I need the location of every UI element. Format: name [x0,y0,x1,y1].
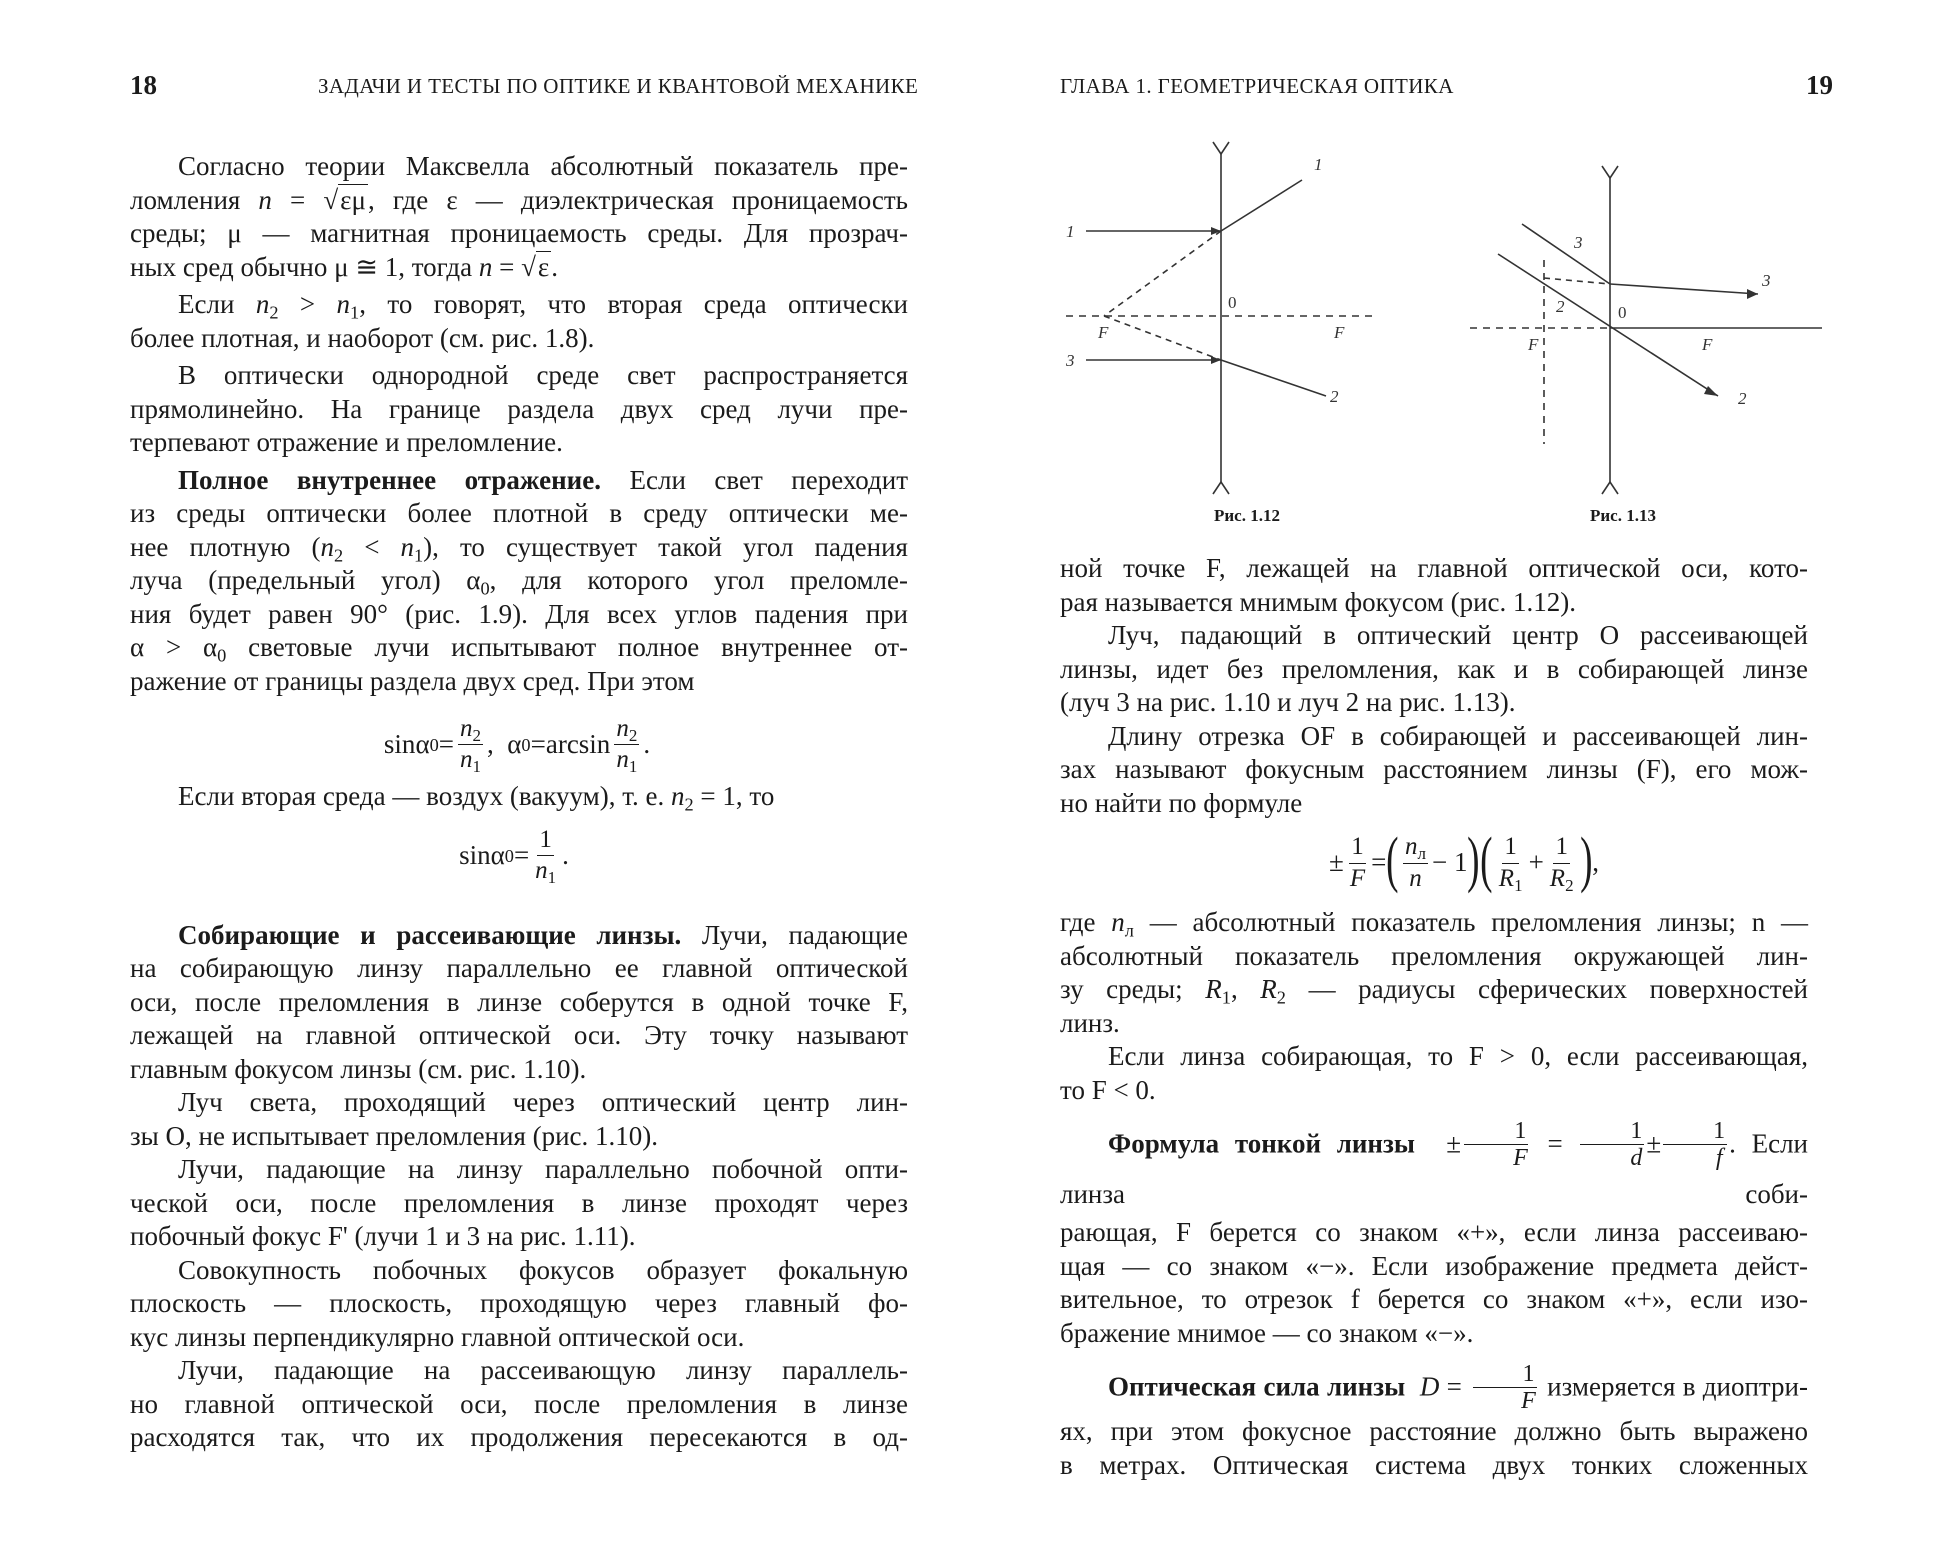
section-heading: Формула тонкой линзы [1108,1128,1415,1159]
right-text-column [1060,552,1808,1482]
paragraph: плоскость — плоскость, проходящую через главный фо- [130,1288,908,1318]
paragraph: Собирающие и рассеивающие линзы. Лучи, падающие [178,919,908,950]
lens-bottom-mark [1602,482,1618,494]
paragraph: Если $n_2 > n_1$, то говорят, что вторая среда оптически [178,289,909,323]
paragraph: Луч света, проходящий через оптический центр лин- [178,1087,908,1117]
paragraph: но найти по формуле [1060,787,1303,818]
paragraph: линзы, идет без преломления, как и в собирающей линзе [1060,653,1808,684]
paragraph: но главной оптической оси, после преломления в линзе [130,1388,908,1419]
paragraph: зы O, не испытывает преломления (рис. 1.10). [130,1120,659,1151]
paragraph: рающая, F берется со знаком «+», если линза рассеиваю- [1060,1217,1808,1247]
figure-caption-1-12: Рис. 1.12 [1214,506,1280,525]
lens-top-mark [1213,142,1229,154]
figure-1-12 [1056,140,1452,496]
paragraph: прямолинейно. На границе раздела двух сред лучи пре- [130,393,908,424]
paragraph: терпевают отражение и преломление. [130,427,563,457]
paragraph: Лучи, падающие на рассеивающую линзу параллель- [178,1355,908,1385]
paragraph: Если вторая среда — воздух (вакуум), т. е. $n_2 = 1$, то [178,780,775,814]
ray-label: 1 [1314,155,1323,174]
paragraph: лежащей на главной оптической оси. Эту точку называют [130,1020,908,1050]
ray-label: 1 [1066,222,1075,241]
paragraph: абсолютный показатель преломления окружающей лин- [1060,940,1808,971]
paragraph: расходятся так, что их продолжения пересекаются в од- [130,1422,908,1452]
ray-3-refracted [1610,284,1758,294]
paragraph: $\alpha > \alpha_0$ световые лучи испытывают полное внутреннее от- [130,632,908,666]
arrow-head [1747,289,1758,299]
section-heading: Оптическая сила линзы [1108,1371,1406,1402]
page-number: 19 [1806,70,1833,100]
formula-lensmaker: ± $\frac{1}{F}$ = ( $\frac{n_л}{n}$ − 1 ) ( $\frac{1}{R_1}$ + $\frac{1}{R_2}$ ) , [1329,826,1599,895]
ray-label: 3 [1574,233,1583,252]
paragraph: луча (предельный угол) $\alpha_0$, для которого угол преломле- [130,565,908,599]
paragraph: нее плотную $(n_2 < n_1)$, то существует такой угол падения [130,531,908,565]
ray-label: 3 [1066,351,1075,370]
paragraph: зах называют фокусным расстоянием линзы (F), его мож- [1060,754,1808,784]
paragraph: рая называется мнимым фокусом (рис. 1.12). [1060,586,1577,617]
right-page [972,0,1944,1560]
paragraph: Лучи, падающие на линзу параллельно побочной опти- [178,1154,908,1184]
paragraph: среды; μ — магнитная проницаемость среды. Для прозрач- [130,218,908,248]
ray-2-through-center [1498,254,1718,396]
paragraph: ломления n = √εμ, где ε — диэлектрическая проницаемость [130,184,908,215]
paragraph: на собирающую линзу параллельно ее главной оптической [130,953,908,983]
paragraph: Совокупность побочных фокусов образует фокальную [178,1254,908,1285]
paragraph: более плотная, и наоборот (см. рис. 1.8). [130,322,595,353]
paragraph: главным фокусом линзы (см. рис. 1.10). [130,1053,587,1084]
paragraph: кус линзы перпендикулярно главной оптической оси. [130,1321,745,1352]
paragraph: Если линза собирающая, то F > 0, если рассеивающая, [1108,1041,1808,1071]
paragraph: В оптически однородной среде свет распространяется [178,360,908,390]
paragraph: Длину отрезка OF в собирающей и рассеивающей лин- [1108,720,1808,751]
paragraph: ческой оси, после преломления в линзе проходят через [130,1187,908,1218]
ray-1-extension [1104,231,1221,316]
formula-critical-angle-air: sin α 0 = $\frac{1}{n_1}$ . [459,826,569,888]
ray-3-extension [1544,278,1610,284]
ray-3-incident [1522,224,1610,284]
paragraph: щая — со знаком «−». Если изображение предмета дейст- [1060,1250,1808,1281]
focus-label: F [1334,323,1345,342]
paragraph: побочный фокус F' (лучи 1 и 3 на рис. 1.11). [130,1221,636,1251]
center-label: 0 [1228,293,1237,312]
paragraph: Луч, падающий в оптический центр O рассеивающей [1108,620,1808,650]
paragraph: ях, при этом фокусное расстояние должно быть выражено [1060,1416,1808,1446]
paragraph: где $n_л$ — абсолютный показатель преломления линзы; n — [1060,907,1809,941]
arrow-head [1211,356,1221,364]
paragraph: Согласно теории Максвелла абсолютный показатель пре- [178,151,908,181]
paragraph: ных сред обычно μ ≅ 1, тогда n = √ε. [130,251,558,282]
lens-bottom-mark [1213,482,1229,494]
paragraph: Полное внутреннее отражение. Если свет переходит [178,464,909,495]
paragraph: зу среды; $R_1$, $R_2$ — радиусы сферических поверхностей [1060,974,1809,1008]
paragraph: в метрах. Оптическая система двух тонких сложенных [1060,1449,1808,1480]
center-label: 0 [1618,303,1627,322]
paragraph: вительное, то отрезок f берется со знаком «+», если изо- [1060,1284,1808,1314]
paragraph: (луч 3 на рис. 1.10 и луч 2 на рис. 1.13). [1060,687,1516,717]
page-number: 18 [130,70,157,100]
paragraph: из среды оптически более плотной в среду оптически ме- [130,498,908,528]
left-text-column [130,150,908,1455]
paragraph: оси, после преломления в линзе соберутся в одной точке F, [130,986,908,1017]
running-head: ГЛАВА 1. ГЕОМЕТРИЧЕСКАЯ ОПТИКА [1060,74,1454,98]
paragraph: бражение мнимое — со знаком «−». [1060,1317,1474,1348]
section-heading: Собирающие и рассеивающие линзы. [178,919,682,950]
paragraph: линз. [1060,1007,1120,1038]
paragraph: Оптическая сила линзы D = $\frac{1}{F}$ измеряется в диоптри- [1108,1361,1808,1414]
ray-label: 2 [1738,389,1747,408]
ray-label: 2 [1330,387,1339,406]
focus-label: F [1702,335,1713,354]
paragraph: ной точке F, лежащей на главной оптической оси, кото- [1060,553,1808,583]
ray-2-extension [1104,316,1221,360]
figure-1-13 [1460,164,1836,496]
lens-top-mark [1602,166,1618,178]
section-heading: Полное внутреннее отражение. [178,464,601,495]
focus-label: F [1098,323,1109,342]
paragraph: ния будет равен 90° (рис. 1.9). Для всех углов падения при [130,598,908,629]
ray-2-refracted [1221,360,1326,396]
paragraph: то F < 0. [1060,1074,1156,1105]
ray-label: 3 [1762,271,1771,290]
formula-critical-angle: sin α 0 = $\frac{n_2}{n_1}$ , α 0 = arcsin $\frac{n_2}{n_1}$ . [383,715,651,777]
running-head: ЗАДАЧИ И ТЕСТЫ ПО ОПТИКЕ И КВАНТОВОЙ МЕХАНИКЕ [318,74,919,98]
paragraph: Формула тонкой линзы ± $\frac{1}{F}$ = $\frac{1}{d}$ ± $\frac{1}{f}$ . Если линза соби- [1060,1118,1808,1209]
paragraph: ражение от границы раздела двух сред. При этом [130,665,695,696]
ray-1-refracted [1221,180,1302,231]
ray-label: 2 [1556,297,1565,316]
focus-label: F [1528,335,1539,354]
figure-caption-1-13: Рис. 1.13 [1590,506,1656,525]
